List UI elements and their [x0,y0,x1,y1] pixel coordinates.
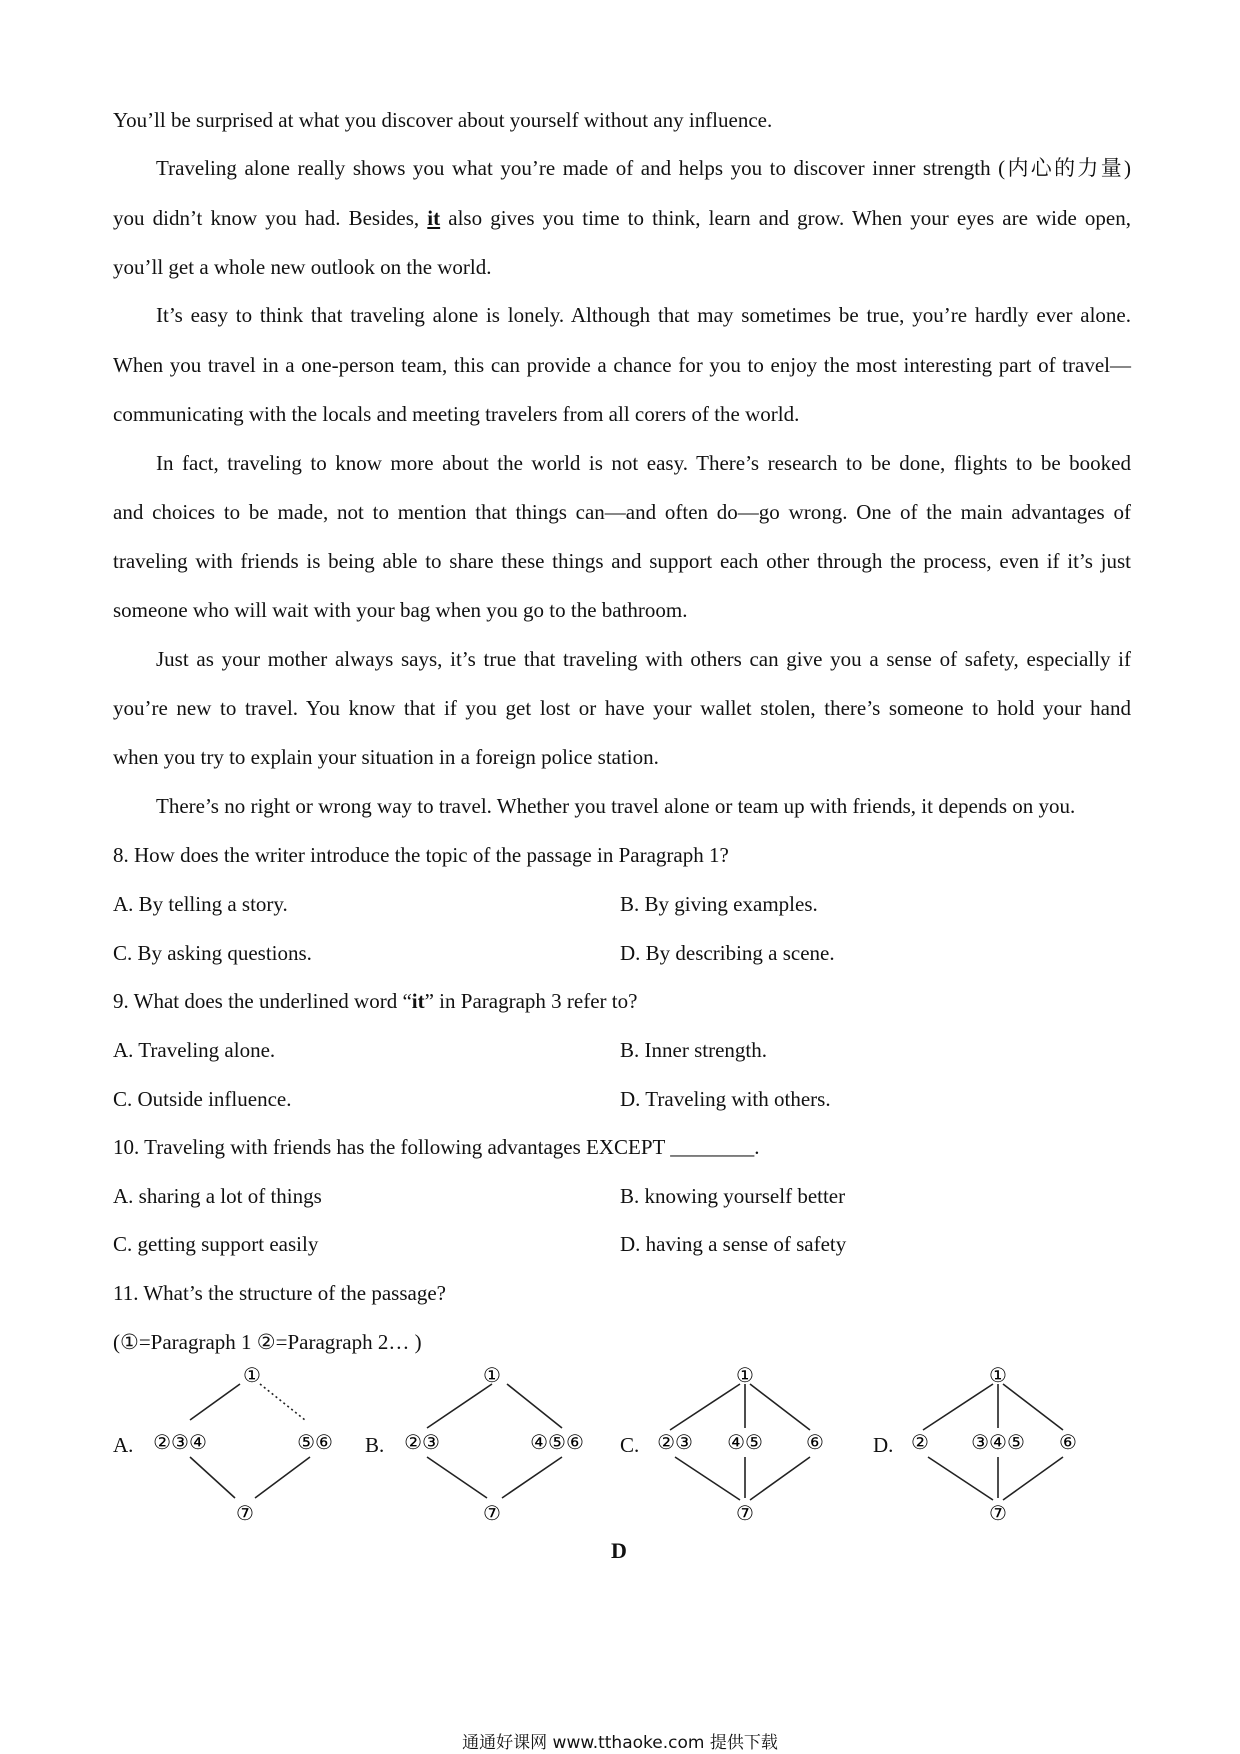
node-right: ④⑤⑥ [530,1430,584,1454]
diagram-c-letter: C. [620,1433,640,1457]
node-right: ⑥ [806,1430,824,1454]
node-left: ②③④ [153,1430,207,1454]
node-bottom: ⑦ [736,1501,754,1525]
structure-diagram-d [898,1360,1098,1530]
passage-line [113,205,1131,231]
passage-line: There’s no right or wrong way to travel. Whether you travel alone or team up with friends, it depends on you. [156,794,1076,818]
passage-line: you’ll get a whole new outlook on the world. [113,255,492,279]
question-text: ” in Paragraph 3 refer to? [424,989,638,1013]
question-10-option-c: C. getting support easily [113,1232,319,1256]
page-footer: 通通好课网 www.tthaoke.com 提供下载 [462,1733,778,1753]
underlined-word: it [427,206,441,230]
passage-line: communicating with the locals and meeting travelers from all corers of the world. [113,402,800,426]
question-10-option-b: B. knowing yourself better [620,1184,846,1208]
question-9-option-d: D. Traveling with others. [620,1087,831,1111]
diagram-a-letter: A. [113,1433,134,1457]
node-middle: ④⑤ [727,1430,763,1454]
question-8-option-b: B. By giving examples. [620,892,818,916]
node-right: ⑥ [1059,1430,1077,1454]
question-10-option-d: D. having a sense of safety [620,1232,847,1256]
passage-line: In fact, traveling to know more about the world is not easy. There’s research to be done, flights to be booked [156,451,1131,475]
question-8-option-c: C. By asking questions. [113,941,312,965]
node-left: ②③ [404,1430,440,1454]
passage-text: also gives you time to think, learn and grow. When your eyes are wide open, [448,206,1132,230]
question-8-stem: 8. How does the writer introduce the topic of the passage in Paragraph 1? [113,843,729,867]
node-left: ②③ [657,1430,693,1454]
node-bottom: ⑦ [989,1501,1007,1525]
question-11-note: (①=Paragraph 1 ②=Paragraph 2… ) [113,1330,422,1354]
passage-line: Just as your mother always says, it’s true that traveling with others can give you a sense of safety, especially if [156,647,1131,671]
node-top: ① [243,1363,261,1387]
passage-line: you’re new to travel. You know that if you get lost or have your wallet stolen, there’s someone to hold your hand [113,696,1131,720]
diagram-d-letter: D. [873,1433,894,1457]
node-bottom: ⑦ [483,1501,501,1525]
question-10-option-a: A. sharing a lot of things [113,1184,322,1208]
node-right: ⑤⑥ [297,1430,333,1454]
question-9-stem [113,988,1131,1014]
passage-line: When you travel in a one-person team, this can provide a chance for you to enjoy the most interesting part of travel— [113,353,1131,377]
passage-line: when you try to explain your situation in a foreign police station. [113,745,659,769]
question-9-option-a: A. Traveling alone. [113,1038,276,1062]
question-8-option-a: A. By telling a story. [113,892,288,916]
section-heading: D [611,1538,627,1563]
structure-diagram-a [140,1360,350,1530]
node-middle: ③④⑤ [971,1430,1025,1454]
passage-line: someone who will wait with your bag when you go to the bathroom. [113,598,688,622]
question-9-option-c: C. Outside influence. [113,1087,292,1111]
question-text: 9. What does the underlined word “ [113,989,412,1013]
node-top: ① [736,1363,754,1387]
question-8-option-d: D. By describing a scene. [620,941,835,965]
node-left: ② [911,1430,929,1454]
node-top: ① [989,1363,1007,1387]
passage-text: you didn’t know you had. Besides, [113,206,420,230]
passage-line: and choices to be made, not to mention that things can—and often do—go wrong. One of the main advantages of [113,500,1131,524]
question-10-stem: 10. Traveling with friends has the following advantages EXCEPT ________. [113,1135,760,1159]
passage-line: Traveling alone really shows you what you’re made of and helps you to discover inner strength (内心的力量) [156,156,1131,180]
passage-line: It’s easy to think that traveling alone is lonely. Although that may sometimes be true, you’re hardly ever alone. [156,303,1131,327]
structure-diagram-b [392,1360,602,1530]
structure-diagram-c [645,1360,855,1530]
diagram-b-letter: B. [365,1433,385,1457]
node-bottom: ⑦ [236,1501,254,1525]
question-9-option-b: B. Inner strength. [620,1038,767,1062]
passage-line: You’ll be surprised at what you discover about yourself without any influence. [113,108,773,132]
passage-line: traveling with friends is being able to share these things and support each other through the process, even if it’s just [113,549,1131,573]
bold-word: it [411,989,425,1013]
node-top: ① [483,1363,501,1387]
question-11-stem: 11. What’s the structure of the passage? [113,1281,446,1305]
